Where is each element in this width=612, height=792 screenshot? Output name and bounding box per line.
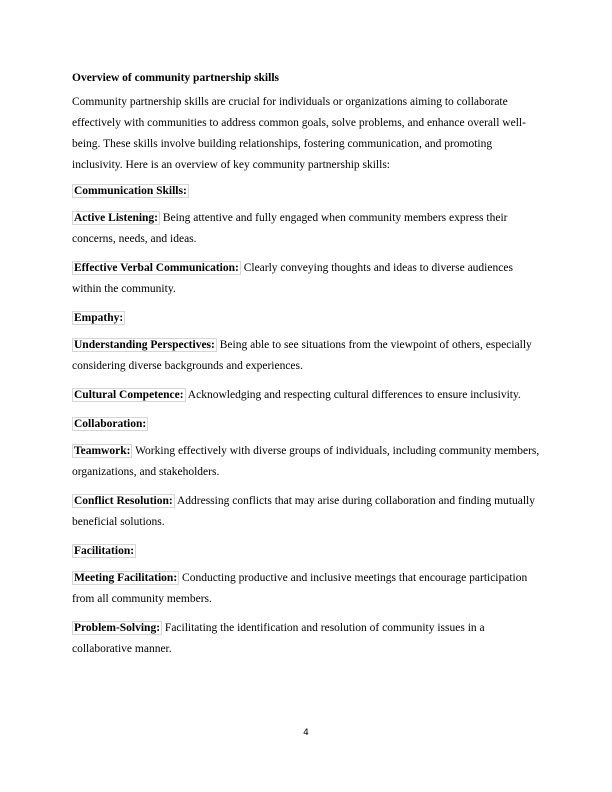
intro-paragraph: Community partnership skills are crucial for individuals or organizations aiming to collaborate effectively with communities to address common goals, solve problems, and enhance overall well-being. These skills involve building relationships, fostering communication, and promoting inclusivity. Here is an overview of key community partnership skills: (72, 96, 526, 171)
skill-item-effective-verbal-communication (72, 258, 542, 300)
skill-description: Being able to see situations from the viewpoint of others, especially considering diverse backgrounds and experiences. (72, 339, 532, 372)
skill-description: Working effectively with diverse groups of individuals, including community members, organizations, and stakeholders. (72, 445, 540, 478)
skill-item-teamwork (72, 441, 542, 483)
section-heading-label: Communication Skills: (74, 185, 187, 197)
document-body (72, 70, 542, 668)
skill-label: Teamwork: (74, 445, 131, 457)
skill-label: Conflict Resolution: (74, 495, 173, 507)
skill-description: Being attentive and fully engaged when community members express their concerns, needs, and ideas. (72, 212, 508, 245)
skill-item-cultural-competence (72, 385, 542, 406)
skill-label: Meeting Facilitation: (74, 572, 178, 584)
skill-item-meeting-facilitation (72, 568, 542, 610)
skill-label: Effective Verbal Communication: (74, 262, 239, 274)
skill-label: Cultural Competence: (74, 389, 184, 401)
document-title: Overview of community partnership skills (72, 72, 279, 84)
skill-item-active-listening (72, 208, 542, 250)
section-heading-label: Collaboration: (74, 418, 147, 430)
skill-item-problem-solving (72, 618, 542, 660)
skill-description: Clearly conveying thoughts and ideas to diverse audiences within the community. (72, 262, 513, 295)
section-heading-communication (72, 181, 542, 202)
skill-description: Conducting productive and inclusive meetings that encourage participation from all community members. (72, 572, 528, 605)
section-heading-label: Empathy: (74, 312, 124, 324)
skill-label: Understanding Perspectives: (74, 339, 215, 351)
section-heading-collaboration (72, 414, 542, 435)
skill-description: Addressing conflicts that may arise during collaboration and finding mutually beneficial solutions. (72, 495, 535, 528)
skill-description: Facilitating the identification and resolution of community issues in a collaborative manner. (72, 622, 485, 655)
skill-item-conflict-resolution (72, 491, 542, 533)
skill-item-understanding-perspectives (72, 335, 542, 377)
section-heading-facilitation (72, 541, 542, 562)
skill-label: Problem-Solving: (74, 622, 161, 634)
skill-description: Acknowledging and respecting cultural differences to ensure inclusivity. (185, 389, 521, 401)
page-number: 4 (303, 728, 309, 738)
section-heading-label: Facilitation: (74, 545, 135, 557)
section-heading-empathy (72, 308, 542, 329)
skill-label: Active Listening: (74, 212, 159, 224)
